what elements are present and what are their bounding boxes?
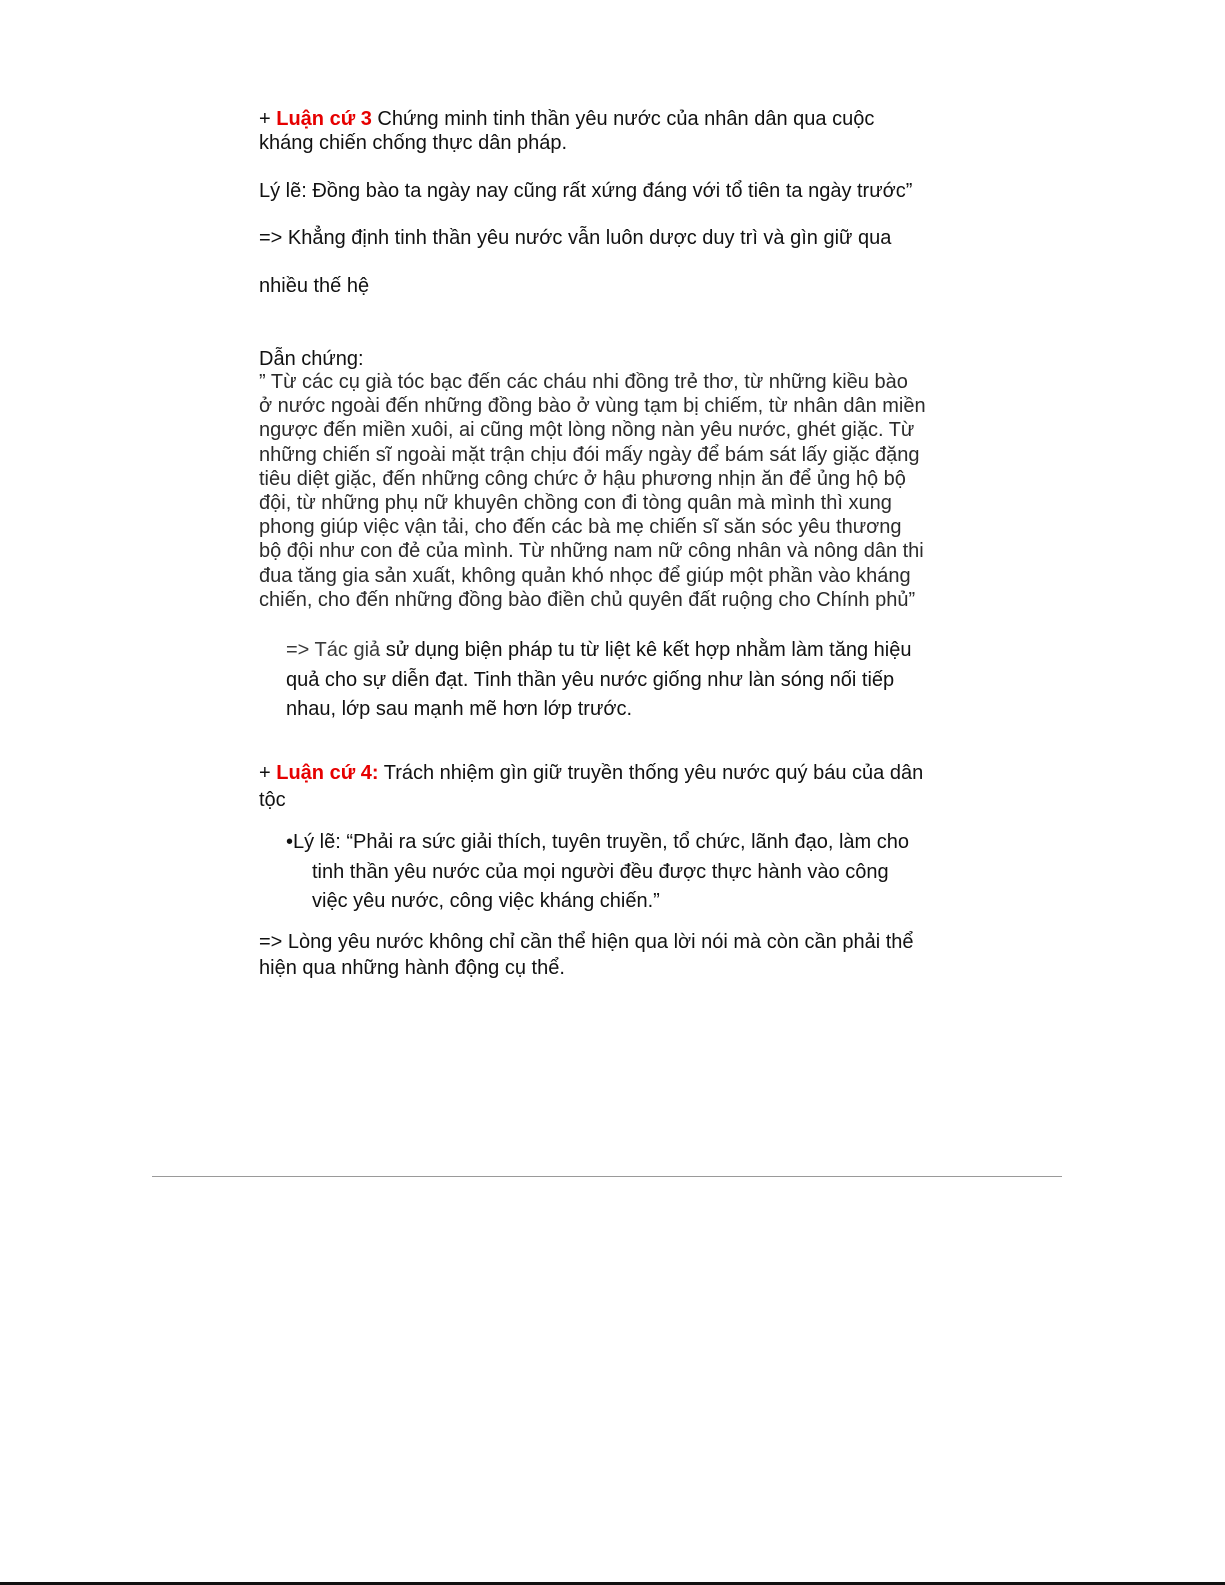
analysis-line-3: nhau, lớp sau mạnh mẽ hơn lớp trước. <box>286 698 633 720</box>
reason-3: Lý lẽ: Đồng bào ta ngày nay cũng rất xứng đáng với tổ tiên ta ngày trước” <box>259 180 913 202</box>
evidence-line: ở nước ngoài đến những đồng bào ở vùng tạm bị chiếm, từ nhân dân miền <box>259 395 926 418</box>
evidence-line: ngược đến miền xuôi, ai cũng một lòng nồng nàn yêu nước, ghét giặc. Từ <box>259 419 915 442</box>
analysis-text: sử dụng biện pháp tu từ liệt kê kết hợp nhằm làm tăng hiệu <box>380 639 912 661</box>
evidence-line: đội, từ những phụ nữ khuyên chồng con đi tòng quân mà mình thì xung <box>259 492 892 515</box>
argument-3-line-1 <box>259 107 874 131</box>
evidence-quote <box>259 370 959 612</box>
argument-4-line-2: tộc <box>259 789 286 811</box>
argument-4-text: Trách nhiệm gìn giữ truyền thống yêu nước quý báu của dân <box>378 762 924 784</box>
reason-4-line-1: •Lý lẽ: “Phải ra sức giải thích, tuyên truyền, tổ chức, lãnh đạo, làm cho <box>286 831 909 853</box>
evidence-line: chiến, cho đến những đồng bào điền chủ quyên đất ruộng cho Chính phủ” <box>259 588 916 611</box>
affirm-3-line-1: => Khẳng định tinh thần yêu nước vẫn luôn dược duy trì và gìn giữ qua <box>259 227 892 249</box>
analysis-lead: => Tác giả <box>286 639 381 661</box>
conclusion-line-1: => Lòng yêu nước không chỉ cần thể hiện qua lời nói mà còn cần phải thể <box>259 931 914 953</box>
argument-4-label: Luận cứ 4: <box>276 762 379 784</box>
evidence-line: tiêu diệt giặc, đến những công chức ở hậu phương nhịn ăn để ủng hộ bộ <box>259 467 906 490</box>
argument-4-line-1 <box>259 761 923 785</box>
argument-3-text: Chứng minh tinh thần yêu nước của nhân dân qua cuộc <box>371 108 875 130</box>
evidence-line: những chiến sĩ ngoài mặt trận chịu đói mấy ngày để bám sát lấy giặc đặng <box>259 443 920 466</box>
evidence-line: ” Từ các cụ già tóc bạc đến các cháu nhi đồng trẻ thơ, từ những kiều bào <box>259 371 908 393</box>
analysis-line-1 <box>286 635 911 665</box>
reason-4-line-2: tinh thần yêu nước của mọi người đều được thực hành vào công <box>312 861 889 883</box>
evidence-line: bộ đội như con đẻ của mình. Từ những nam nữ công nhân và nông dân thi <box>259 540 924 563</box>
affirm-3-line-2: nhiều thế hệ <box>259 275 370 297</box>
argument-4-prefix: + <box>259 762 277 784</box>
argument-3-prefix: + <box>259 108 277 130</box>
conclusion-line-2: hiện qua những hành động cụ thể. <box>259 957 565 979</box>
argument-3-line-2: kháng chiến chống thực dân pháp. <box>259 132 568 154</box>
evidence-line: đua tăng gia sản xuất, không quản khó nhọc để giúp một phần vào kháng <box>259 564 911 587</box>
analysis-line-2: quả cho sự diễn đạt. Tinh thần yêu nước giống như làn sóng nối tiếp <box>286 669 895 691</box>
argument-3-label: Luận cứ 3 <box>276 108 372 130</box>
reason-4-line-3: việc yêu nước, công việc kháng chiến.” <box>312 890 660 912</box>
evidence-heading: Dẫn chứng: <box>259 348 364 370</box>
page-divider <box>152 1176 1062 1177</box>
evidence-line: phong giúp việc vận tải, cho đến các bà mẹ chiến sĩ săn sóc yêu thương <box>259 516 902 539</box>
